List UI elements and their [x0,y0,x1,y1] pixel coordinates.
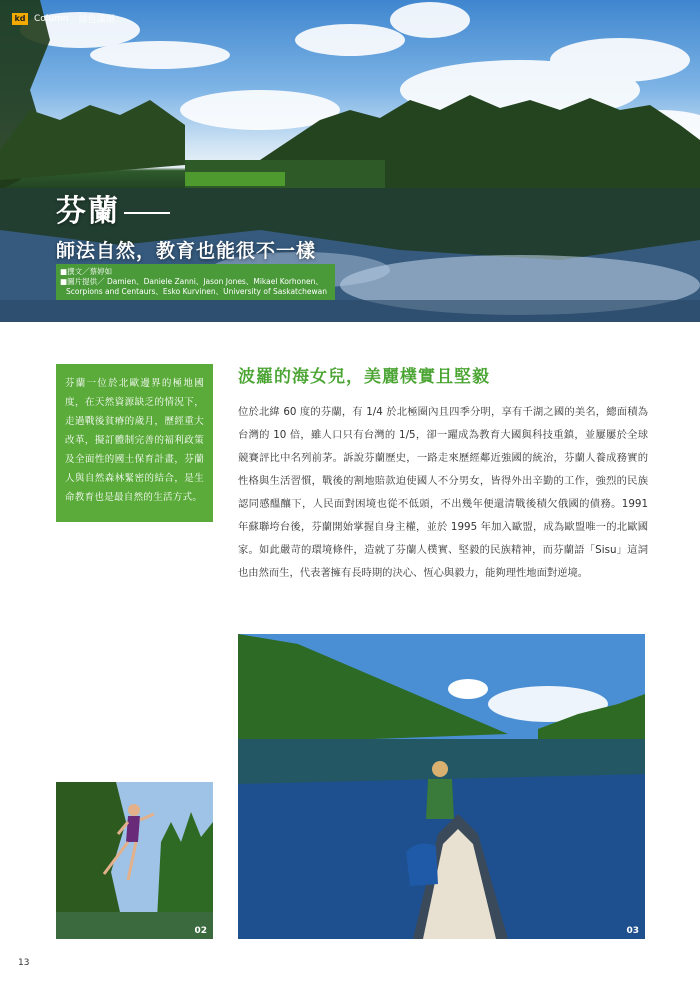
photo-02 [56,782,213,939]
column-title: 綠色議題 [78,15,115,25]
article-heading: 波羅的海女兒，美麗樸實且堅毅 [238,367,490,387]
credit-line: Scorpions and Centaurs、Esko Kurvinen、University of Saskatchewan [66,287,327,296]
credit-line: ■撰文／蔡婷如 [60,267,113,276]
column-tag [12,12,114,25]
title-dash [124,212,170,214]
article-body [238,401,648,585]
main-title-text: 芬蘭 [56,194,120,229]
title-block [56,186,316,263]
photo-03 [238,634,645,939]
subtitle: 師法自然，教育也能很不一樣 [56,240,317,262]
jumping-girl-photo [56,782,213,939]
article-paragraph: 位於北緯 60 度的芬蘭，有 1/4 於北極圈內且四季分明，享有千湖之國的美名，總面積為台灣的 10 倍，雖人口只有台灣的 1/5，卻一躍成為教育大國與科技重鎮，並屢屢於全球競賽評比中名列前茅。訴說芬蘭歷史，一路走來歷經鄰近強國的統治，芬蘭人養成務實的性格與生活習慣，戰後的割地賠款迫使國人不分男女，皆得外出辛勤的工作，強烈的民族認同感醞釀下，人民面對困境也從不低頭，不出幾年便還清戰後積欠俄國的債務。1991 年蘇聯垮台後，芬蘭開始掌握自身主權，並於 1995 年加入歐盟，成為歐盟唯一的北歐國家。如此嚴苛的環境條件，造就了芬蘭人樸實、堅毅的民族精神，而芬蘭語「Sisu」這詞也由然而生，代表著擁有長時期的決心、恆心與毅力，能夠理性地面對逆境。 [238,406,648,579]
photo-03-label: 03 [626,926,639,936]
canoe-lake-photo [238,634,645,939]
column-logo-icon: kd [12,13,28,25]
photo-02-label: 02 [194,926,207,936]
credits-box [56,264,335,300]
column-label: Column [34,13,69,24]
page-number: 13 [18,958,30,968]
credit-line: ■圖片提供／ Damien、Daniele Zanni、Jason Jones、Mikael Korhonen、 [60,277,323,286]
intro-text: 芬蘭一位於北歐邊界的極地國度，在天然資源缺乏的情況下，走過戰後貧瘠的歲月，歷經重大改革，擬訂體制完善的福利政策及全面性的國土保育計畫，芬蘭人與自然森林緊密的結合，是生命教育也是最自然的生活方式。 [65,378,204,503]
main-title [56,186,316,230]
intro-box [56,364,213,522]
hero-banner [0,0,700,322]
